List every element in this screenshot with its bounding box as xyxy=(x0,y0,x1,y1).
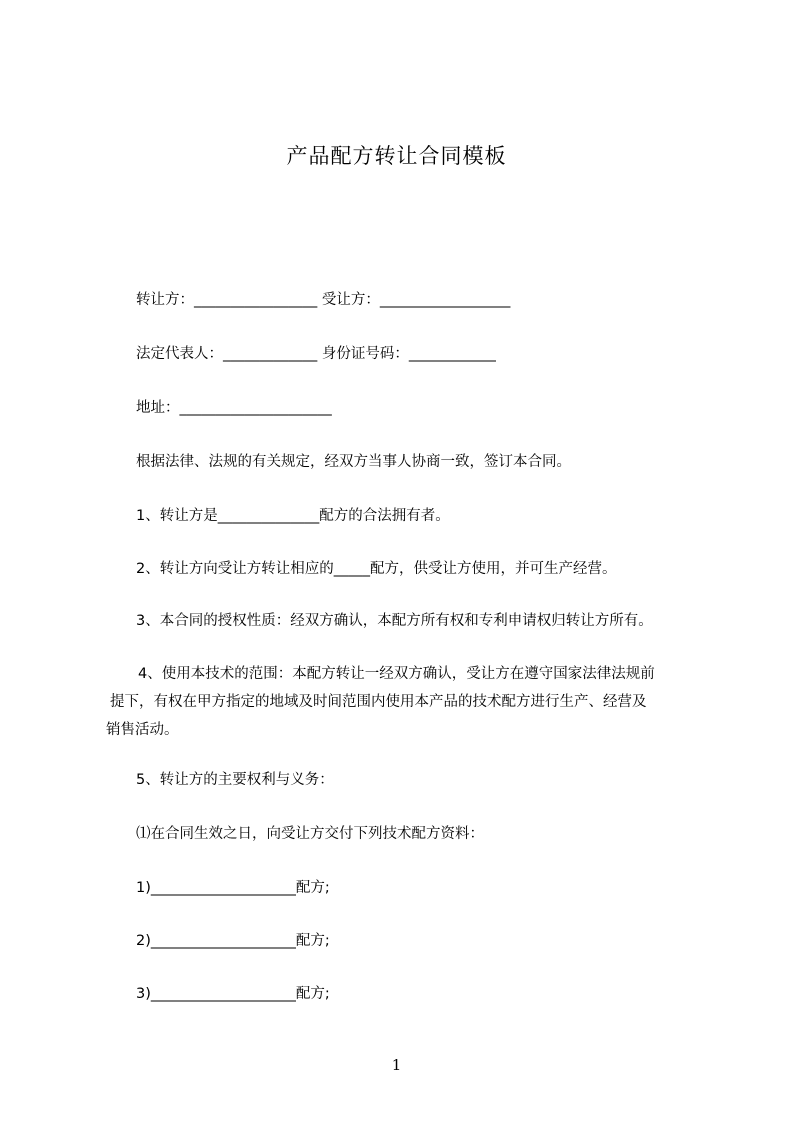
clause-5-item-1: ⑴在合同生效之日，向受让方交付下列技术配方资料： xyxy=(136,826,484,842)
formula-item-2: 2)____________________配方; xyxy=(136,933,330,949)
preamble-paragraph: 根据法律、法规的有关规定，经双方当事人协商一致，签订本合同。 xyxy=(136,454,571,470)
clause-4-line-3: 销售活动。 xyxy=(106,722,179,738)
clause-5: 5、转让方的主要权利与义务： xyxy=(136,772,334,788)
clause-4 xyxy=(106,660,718,744)
page-number: 1 xyxy=(391,1056,402,1074)
clause-1: 1、转让方是______________配方的合法拥有者。 xyxy=(136,508,450,524)
document-title: 产品配方转让合同模板 xyxy=(286,144,507,168)
address-line: 地址：_____________________ xyxy=(136,400,332,416)
formula-item-1: 1)____________________配方; xyxy=(136,880,330,896)
representative-line: 法定代表人：_____________ 身份证号码：____________ xyxy=(136,346,496,362)
parties-line: 转让方：_________________ 受让方：__________________ xyxy=(136,292,511,308)
formula-item-3: 3)____________________配方; xyxy=(136,986,330,1002)
clause-4-line-2: 提下，有权在甲方指定的地域及时间范围内使用本产品的技术配方进行生产、经营及 xyxy=(110,694,647,710)
clause-4-line-1: 4、使用本技术的范围：本配方转让一经双方确认，受让方在遵守国家法律法规前 xyxy=(138,666,655,682)
clause-2: 2、转让方向受让方转让相应的_____配方，供受让方使用，并可生产经营。 xyxy=(136,561,617,577)
clause-3: 3、本合同的授权性质：经双方确认，本配方所有权和专利申请权归转让方所有。 xyxy=(136,613,653,629)
